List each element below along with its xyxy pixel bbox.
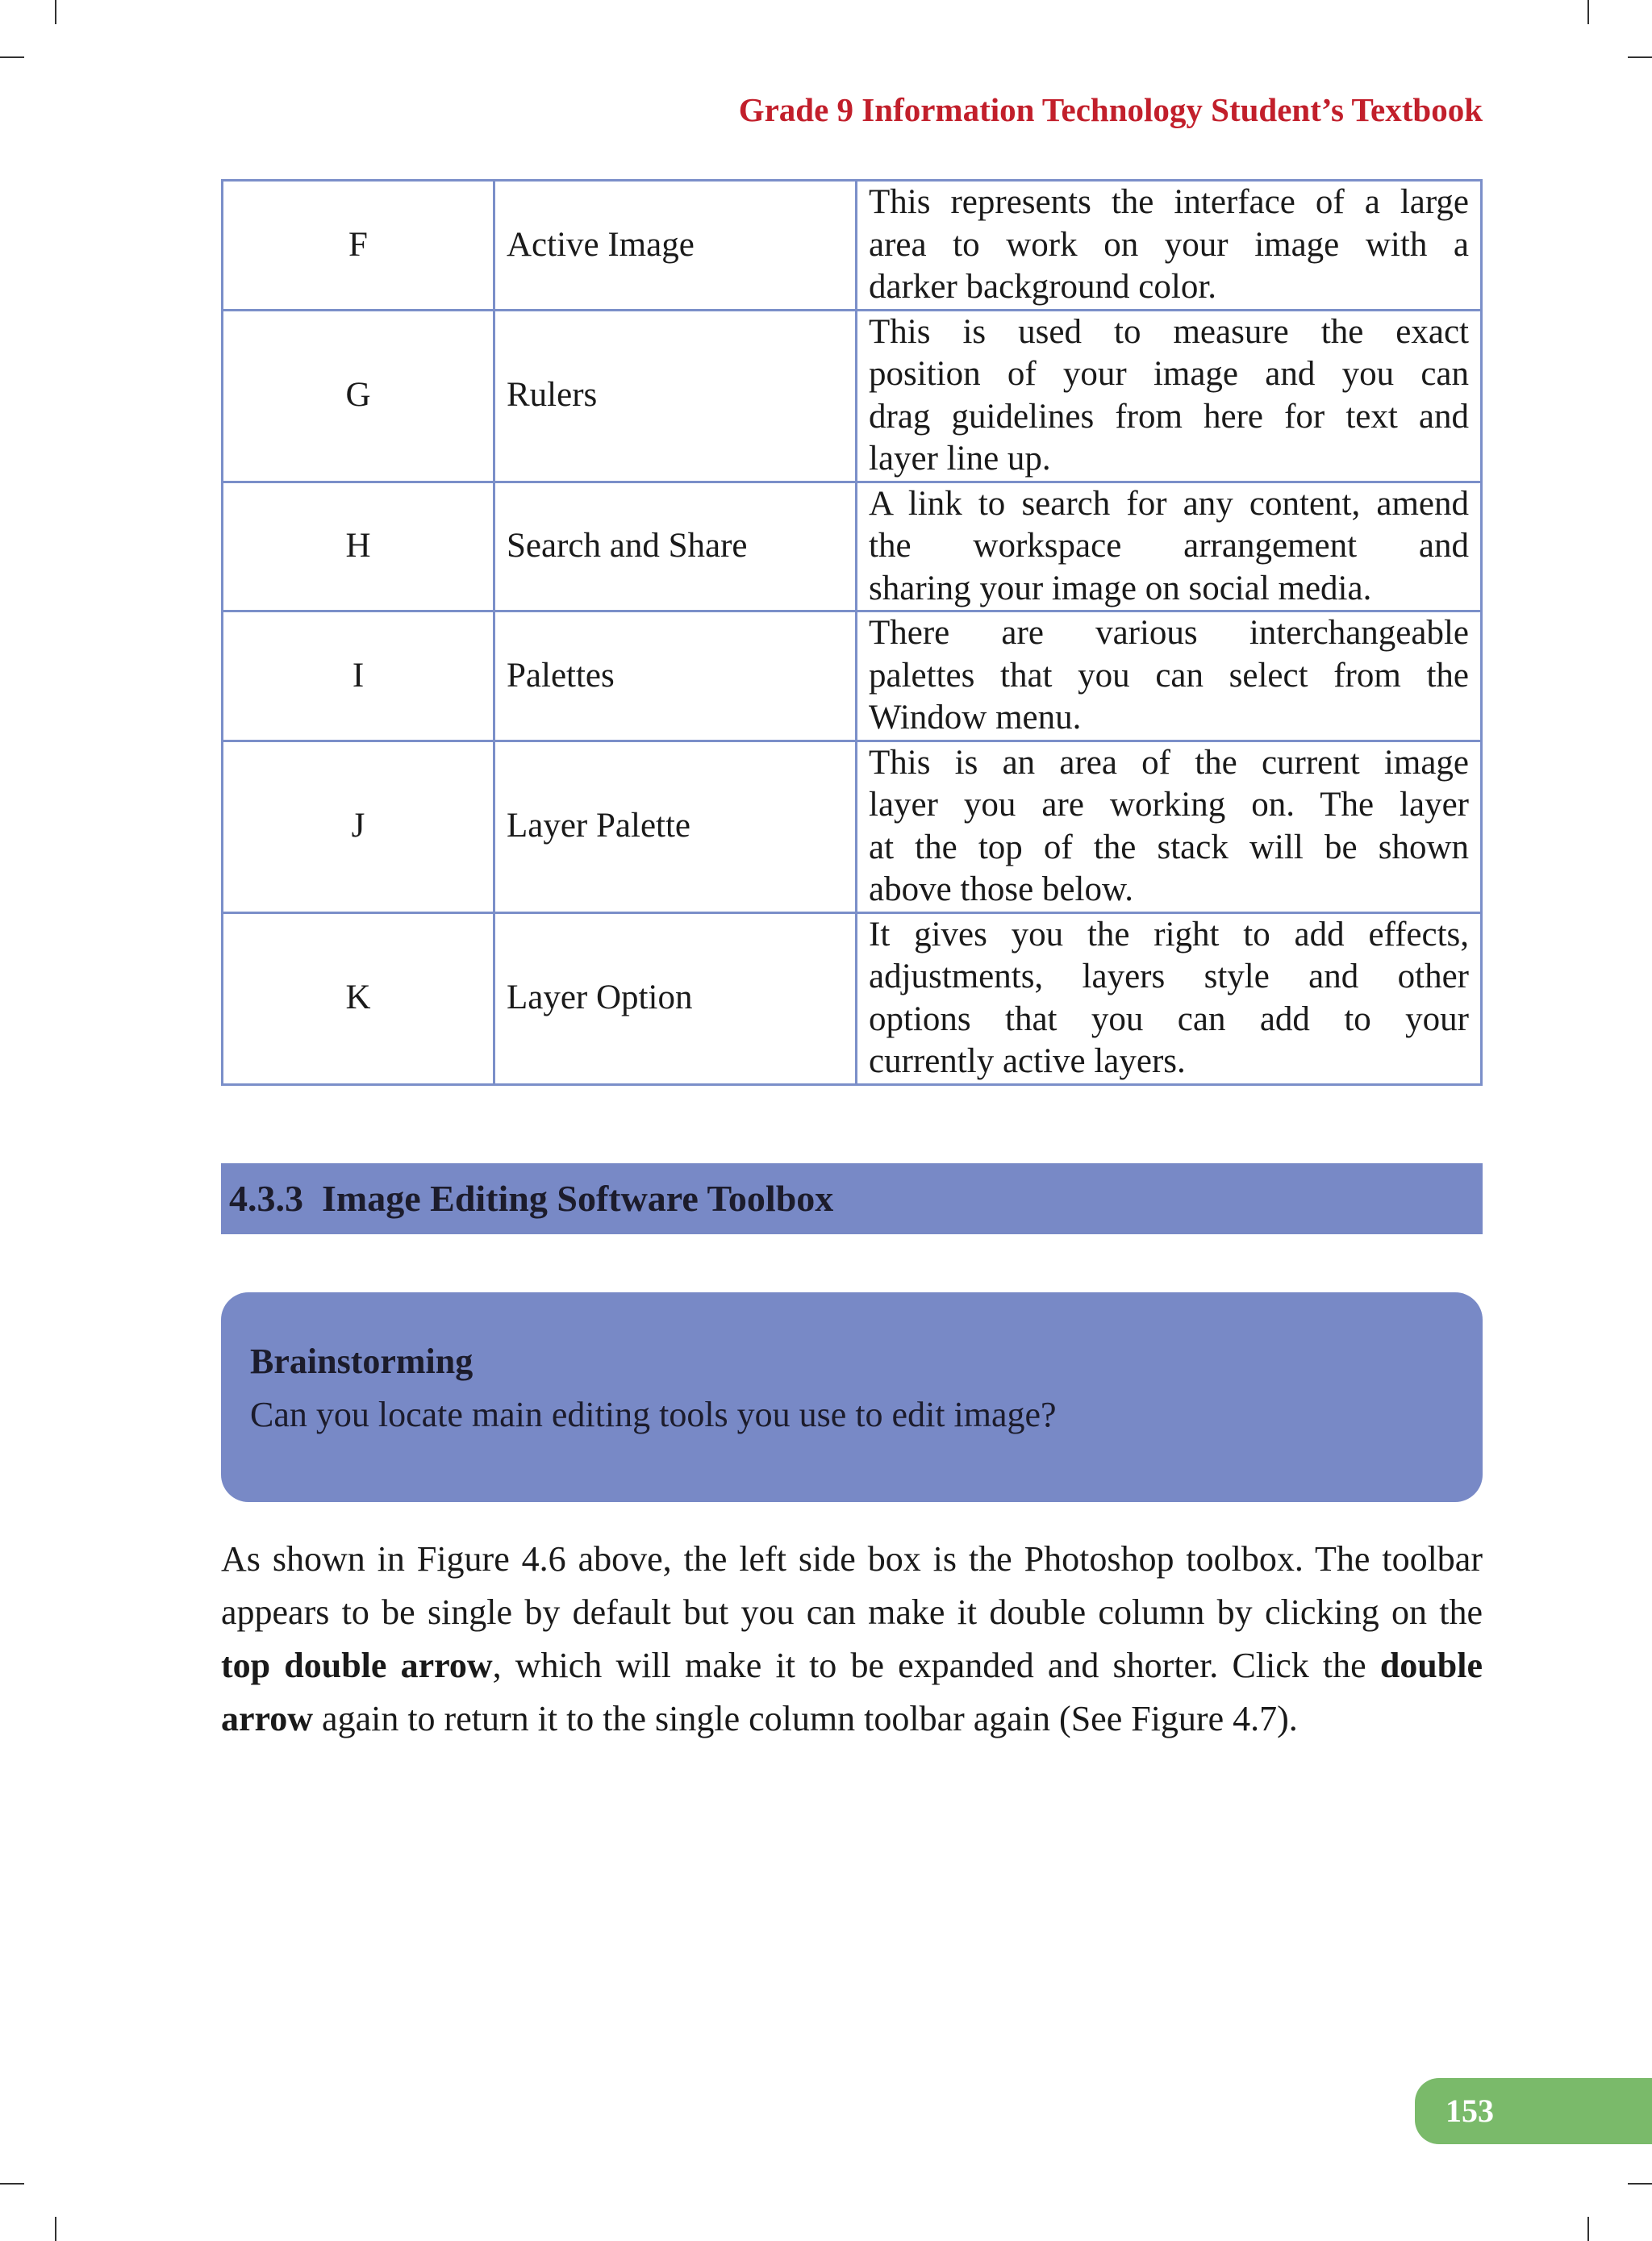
description-line: A link to search for any content, amend: [869, 484, 1469, 523]
table-row: [223, 611, 1482, 741]
description-line: area to work on your image with a: [869, 225, 1469, 264]
row-part-name: Search and Share: [494, 482, 857, 611]
description-line: layer you are working on. The layer: [869, 786, 1469, 824]
paragraph-text: , which will make it to be expanded and shorter. Click the: [492, 1646, 1380, 1685]
table-body: [223, 181, 1482, 1085]
crop-mark: [1628, 56, 1652, 58]
description-line: darker background color.: [869, 268, 1217, 306]
description-line: drag guidelines from here for text and: [869, 397, 1469, 436]
table-row: [223, 310, 1482, 482]
row-part-name: Layer Option: [494, 912, 857, 1084]
crop-mark: [1587, 2217, 1589, 2241]
body-paragraph: [221, 1533, 1483, 1746]
row-part-name: Palettes: [494, 611, 857, 741]
paragraph-bold-term: top double arrow: [221, 1646, 493, 1685]
description-line: Window menu.: [869, 699, 1082, 737]
paragraph-text: As shown in Figure 4.6 above, the left side box is the Photoshop toolbox. The toolbar appears to be single by default but you can make it double column by clicking on the: [221, 1539, 1483, 1632]
description-line: above those below.: [869, 870, 1133, 908]
crop-mark: [0, 56, 24, 58]
row-letter: F: [223, 181, 494, 311]
crop-mark: [0, 2183, 24, 2185]
row-letter: I: [223, 611, 494, 741]
row-description: [857, 482, 1482, 611]
row-description: [857, 310, 1482, 482]
table-row: [223, 741, 1482, 912]
row-part-name: Layer Palette: [494, 741, 857, 912]
row-letter: G: [223, 310, 494, 482]
description-line: currently active layers.: [869, 1042, 1186, 1080]
row-letter: J: [223, 741, 494, 912]
paragraph-bold-term: double arrow: [221, 1646, 1483, 1738]
crop-mark: [55, 2217, 56, 2241]
interface-parts-table: [221, 179, 1483, 1086]
crop-mark: [55, 0, 56, 24]
row-letter: H: [223, 482, 494, 611]
description-line: sharing your image on social media.: [869, 569, 1372, 607]
brainstorming-question: Can you locate main editing tools you use to edit image?: [250, 1395, 1057, 1434]
table-row: [223, 482, 1482, 611]
description-line: palettes that you can select from the: [869, 656, 1469, 695]
description-line: There are various interchangeable: [869, 614, 1469, 652]
row-part-name: Active Image: [494, 181, 857, 311]
description-line: This represents the interface of a large: [869, 183, 1469, 221]
table-row: [223, 912, 1482, 1084]
page-number: 153: [1415, 2078, 1652, 2144]
description-line: adjustments, layers style and other: [869, 958, 1469, 995]
description-line: This is an area of the current image: [869, 743, 1469, 782]
row-description: [857, 741, 1482, 912]
row-description: [857, 181, 1482, 311]
crop-mark: [1628, 2183, 1652, 2185]
description-line: at the top of the stack will be shown: [869, 828, 1469, 866]
running-header: Grade 9 Information Technology Student’s Textbook: [738, 91, 1483, 128]
description-line: It gives you the right to add effects,: [869, 915, 1469, 954]
description-line: This is used to measure the exact: [869, 312, 1469, 351]
section-number: 4.3.3: [229, 1178, 303, 1219]
section-heading: [221, 1163, 1483, 1234]
brainstorming-box: [221, 1292, 1483, 1502]
description-line: position of your image and you can: [869, 355, 1469, 393]
row-description: [857, 611, 1482, 741]
paragraph-text: again to return it to the single column toolbar again (See Figure 4.7).: [313, 1699, 1298, 1738]
row-part-name: Rulers: [494, 310, 857, 482]
table-row: [223, 181, 1482, 311]
description-line: layer line up.: [869, 440, 1051, 478]
crop-mark: [1587, 0, 1589, 24]
description-line: the workspace arrangement and: [869, 527, 1469, 565]
row-description: [857, 912, 1482, 1084]
section-title: Image Editing Software Toolbox: [322, 1178, 834, 1219]
description-line: options that you can add to your: [869, 999, 1469, 1038]
row-letter: K: [223, 912, 494, 1084]
brainstorming-title: Brainstorming: [250, 1342, 473, 1381]
